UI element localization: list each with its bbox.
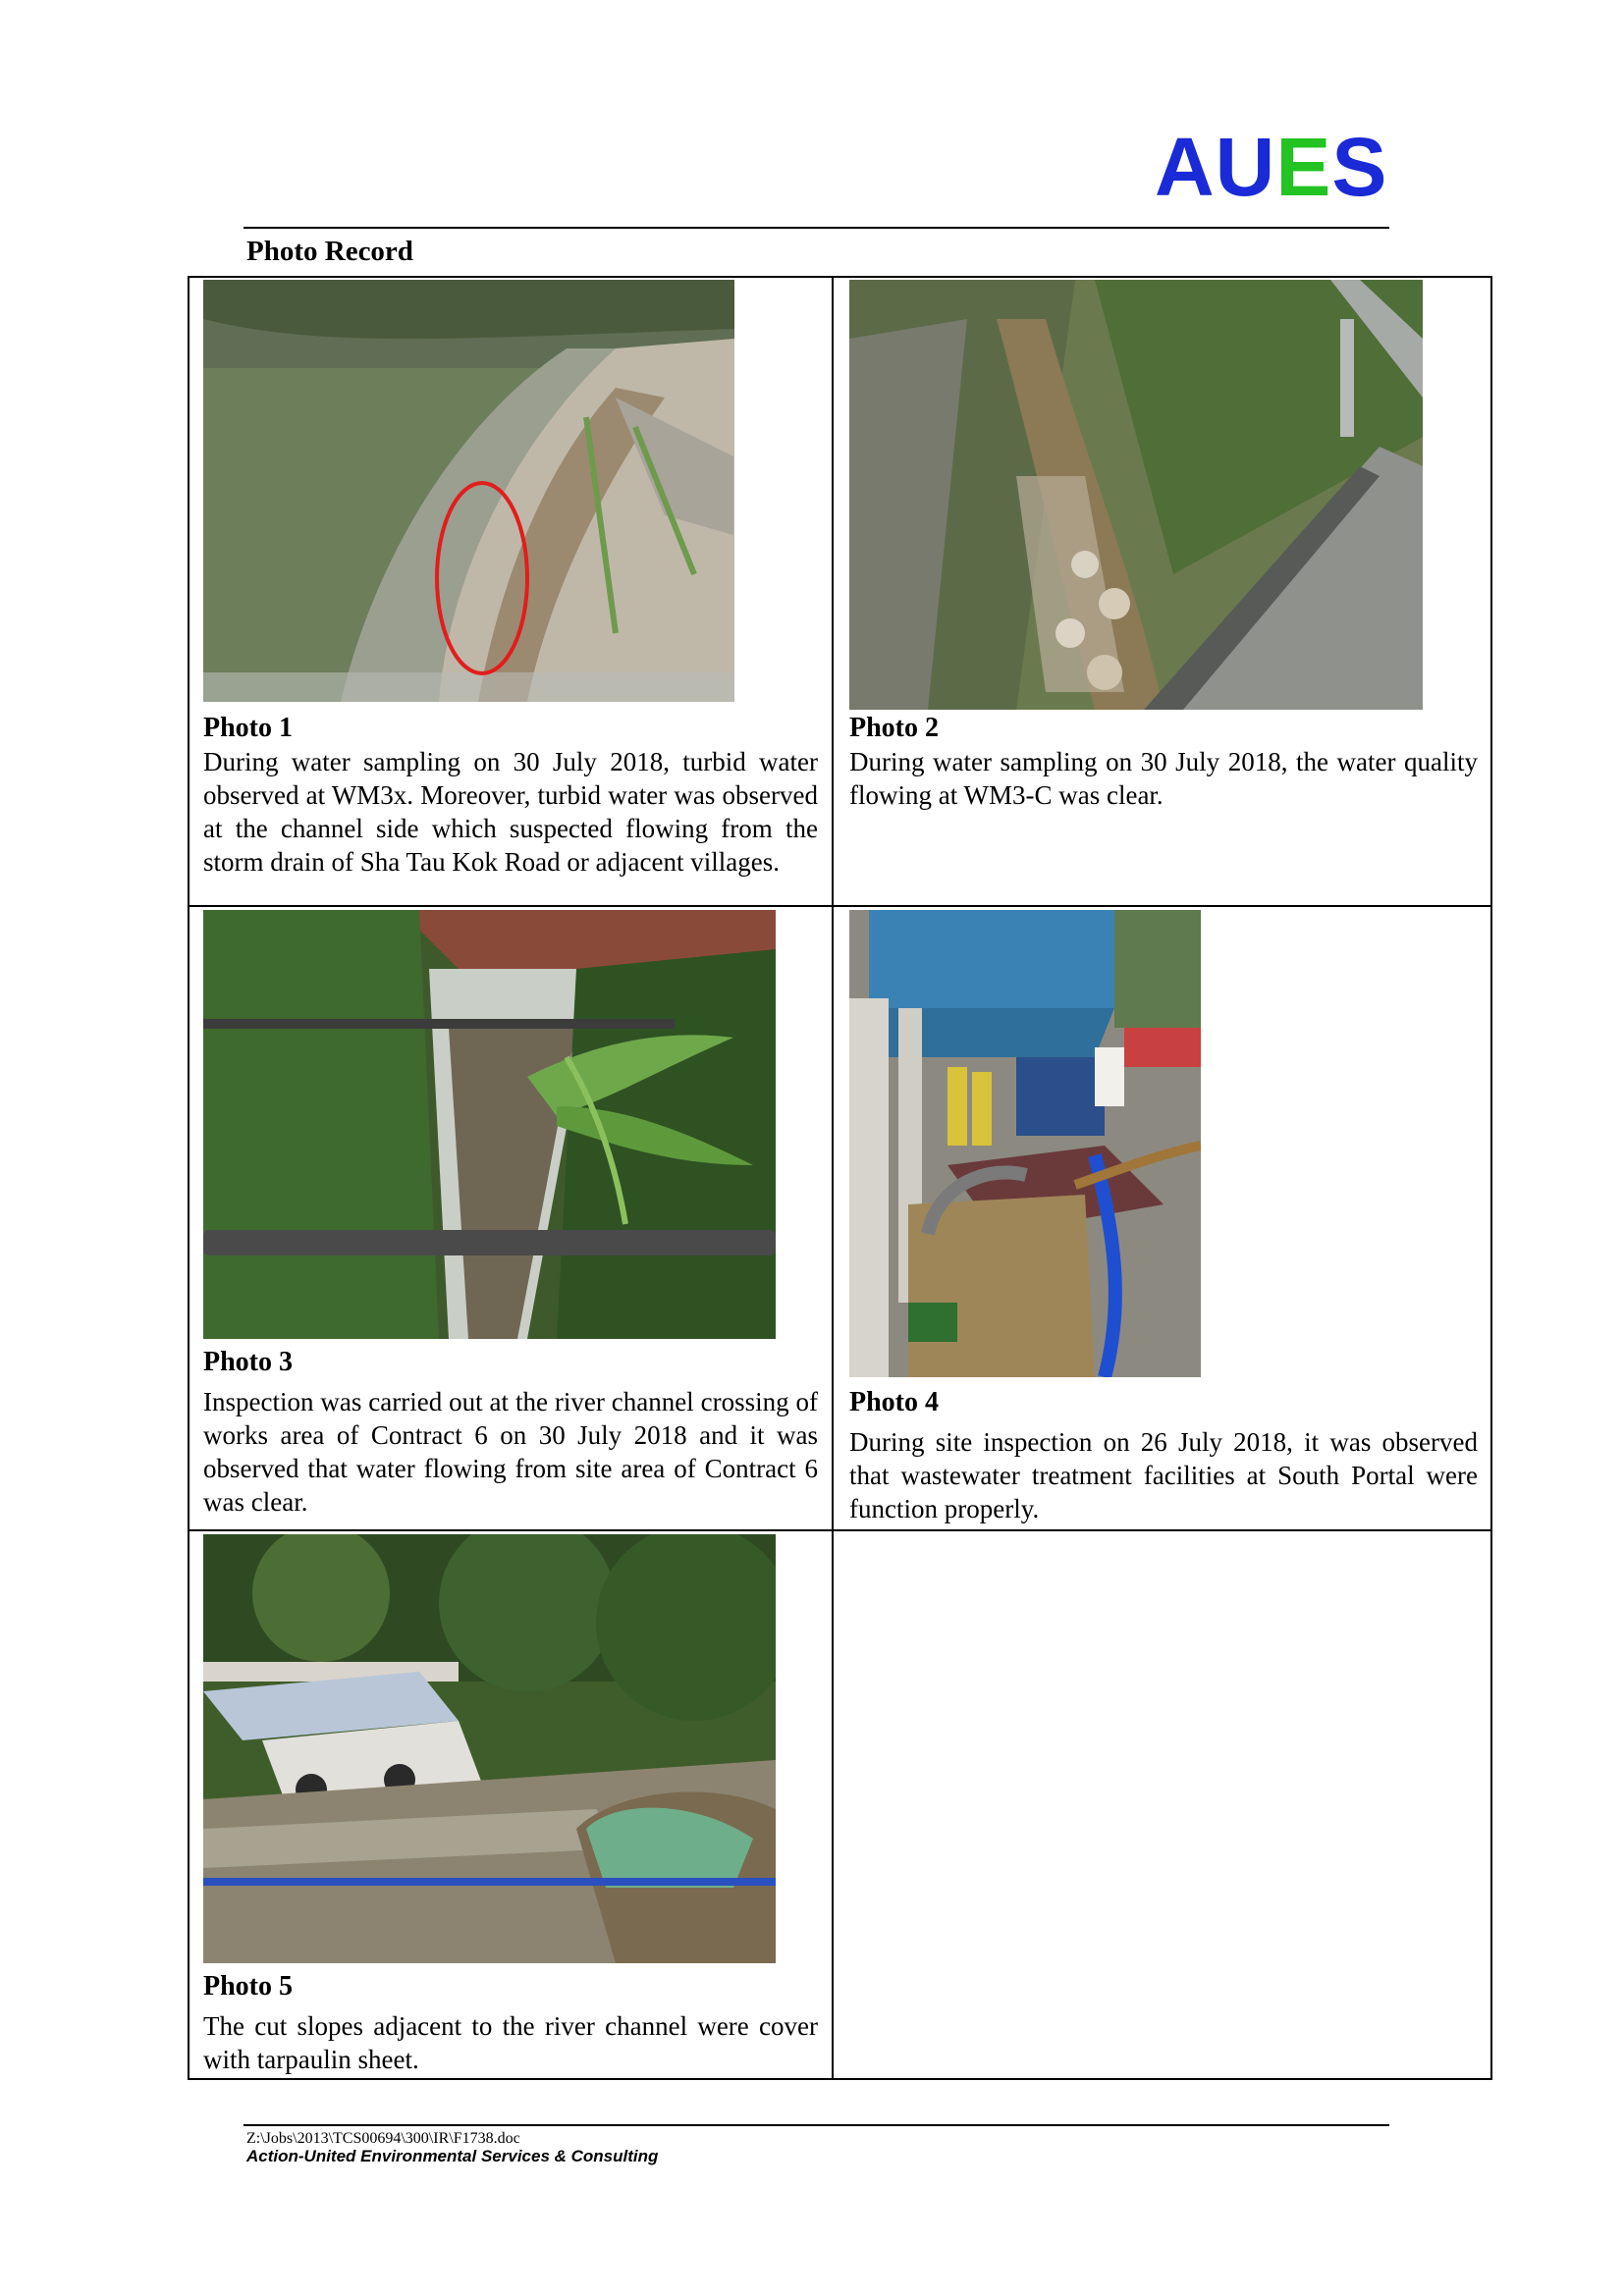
photo-4-description: During site inspection on 26 July 2018, it was observed that wastewater treatment facilities at South Portal were function properly. (849, 1427, 1478, 1523)
table-row-divider-1 (188, 905, 1492, 907)
footer-company-name: Action-United Environmental Services & Consulting (246, 2147, 659, 2165)
section-title: Photo Record (246, 236, 413, 267)
photo-1-image (203, 280, 734, 702)
photo-4-image (849, 910, 1201, 1377)
table-row-divider-2 (188, 1529, 1492, 1531)
photo-2-description: During water sampling on 30 July 2018, the water quality flowing at WM3-C was clear. (849, 747, 1478, 810)
photo-table (188, 276, 1492, 2072)
photo-3-description: Inspection was carried out at the river channel crossing of works area of Contract 6 on 30 July 2018 and it was observed that water flowing from site area of Contract 6 was clear. (203, 1387, 818, 1517)
photo-4-title: Photo 4 (849, 1387, 939, 1417)
photo-5-description: The cut slopes adjacent to the river channel were cover with tarpaulin sheet. (203, 2011, 818, 2074)
photo-5-title: Photo 5 (203, 1971, 293, 2002)
footer-file-path: Z:\Jobs\2013\TCS00694\300\IR\F1738.doc (246, 2130, 520, 2147)
photo-2-caption (849, 712, 1478, 812)
table-border-top (188, 276, 1492, 278)
photo-2-image (849, 280, 1423, 710)
table-border-bottom (188, 2078, 1492, 2080)
photo-1-caption (203, 712, 818, 879)
table-border-right (1490, 276, 1492, 2080)
photo-4-caption (849, 1386, 1478, 1525)
photo-5-image (203, 1534, 776, 1963)
table-border-left (188, 276, 189, 2080)
header-rule (244, 227, 1389, 229)
photo-5-caption (203, 1970, 818, 2076)
photo-3-caption (203, 1346, 818, 1519)
photo-3-image (203, 910, 776, 1339)
photo-1-description: During water sampling on 30 July 2018, turbid water observed at WM3x. Moreover, turbid water was observed at the channel side which suspected flowing from the storm drain of Sha Tau Kok Road or adjacent villages. (203, 747, 818, 877)
logo-letter-e: E (1275, 121, 1332, 213)
logo-letter-s: S (1331, 121, 1388, 213)
footer-rule (244, 2124, 1389, 2126)
logo-letter-u: U (1215, 121, 1276, 213)
table-column-divider (832, 276, 834, 2080)
photo-2-title: Photo 2 (849, 713, 939, 743)
photo-1-title: Photo 1 (203, 713, 293, 743)
photo-3-title: Photo 3 (203, 1347, 293, 1377)
aues-logo (1155, 121, 1388, 213)
logo-letter-a: A (1155, 121, 1216, 213)
